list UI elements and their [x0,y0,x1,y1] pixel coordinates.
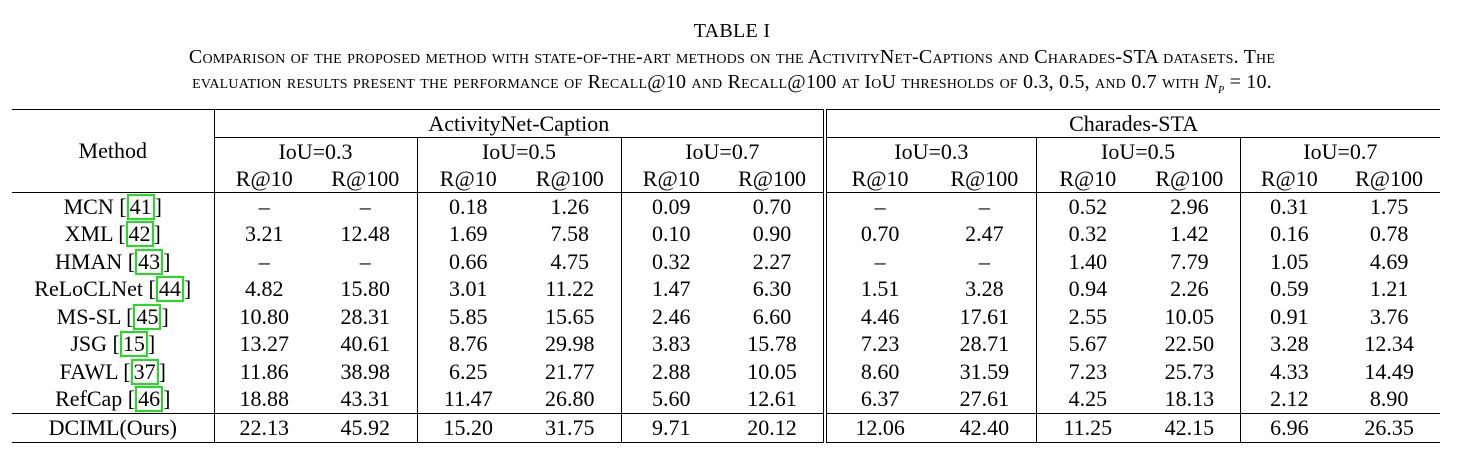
method-name: DCIML(Ours) [12,414,214,443]
value-cell: 17.61 [959,303,1010,329]
citation-bracket: ] [158,358,166,384]
value-cell: 2.12 [1240,386,1338,414]
value-cell: 4.75 [550,248,589,274]
value-cell: 8.76 [417,331,519,359]
citation-bracket: ] [163,386,171,412]
value-cell: 13.27 [214,331,314,359]
value-cell: 0.59 [1240,276,1338,304]
citation-bracket: ] [163,248,171,274]
iou-header: IoU=0.7 [1240,138,1440,166]
value-cell: 6.60 [752,303,792,329]
value-cell: – [825,193,933,221]
value-cell: 3.21 [214,221,314,249]
value-cell: 4.33 [1240,358,1338,386]
value-cell: – [314,193,417,221]
value-cell: 2.96 [1139,193,1240,221]
citation-link[interactable]: 45 [133,304,161,330]
value-cell: 2.46 [621,303,721,331]
method-name: HMAN [55,248,123,274]
citation-bracket: ] [183,276,192,302]
value-cell: 3.76 [1369,303,1409,329]
citation-link[interactable]: 15 [120,331,148,357]
value-cell: 12.06 [825,414,933,443]
value-cell: 4.46 [825,303,933,331]
value-cell: 1.21 [1369,276,1409,302]
table-row-ours [12,414,1440,443]
value-cell: 0.32 [621,248,721,276]
value-cell: 15.20 [417,414,519,443]
citation-link[interactable]: 42 [126,221,154,247]
method-name-cell [12,248,214,276]
value-cell: 1.40 [1036,248,1139,276]
value-cell: 0.31 [1240,193,1338,221]
method-name-cell [12,193,214,221]
table-row [12,221,1440,249]
value-cell: 11.25 [1036,414,1139,443]
value-cell: 0.16 [1240,221,1338,249]
value-cell: 2.55 [1036,303,1139,331]
value-cell: 7.79 [1170,248,1209,274]
value-cell: 2.47 [965,221,1004,247]
value-cell: 0.32 [1036,221,1139,249]
value-cell: 9.71 [621,414,721,443]
value-cell: 43.31 [340,386,390,412]
value-cell: 7.23 [1036,358,1139,386]
value-cell: 0.91 [1240,303,1338,331]
value-cell: 0.66 [417,248,519,276]
caption-line-1: Comparison of the proposed method with state-of-the-art methods on the ActivityNet-Captions and Charades-STA datasets. The [188,46,1276,68]
citation-bracket: [ [122,248,136,274]
value-cell: 12.34 [1364,331,1414,357]
citation-link[interactable]: 37 [131,359,159,385]
method-name: ReLoCLNet [34,276,144,302]
caption-line-2 [0,70,1464,102]
metric-header: R@100 [331,165,400,191]
value-cell: 4.69 [1369,248,1409,274]
iou-header: IoU=0.7 [621,138,825,166]
table-row [12,193,1440,221]
value-cell: 22.13 [214,414,314,443]
metric-header: R@10 [1036,165,1139,193]
value-cell: 1.51 [825,276,933,304]
value-cell: 11.86 [214,358,314,386]
table-label: TABLE I [693,20,771,42]
value-cell: – [825,248,933,276]
citation-bracket: [ [120,303,134,329]
citation-link[interactable]: 41 [127,194,155,220]
value-cell: 7.23 [825,331,933,359]
iou-header: IoU=0.5 [417,138,621,166]
value-cell: 31.59 [959,358,1010,384]
value-cell: 0.10 [621,221,721,249]
citation-link[interactable]: 44 [156,276,184,302]
value-cell: 0.09 [621,193,721,221]
value-cell: 3.01 [417,276,519,304]
value-cell: – [933,193,1036,221]
value-cell: 6.96 [1240,414,1338,443]
citation-bracket: [ [113,193,127,219]
value-cell: 2.26 [1170,276,1209,302]
value-cell: 8.60 [825,358,933,386]
value-cell: 1.05 [1240,248,1338,276]
citation-bracket: ] [161,303,169,329]
value-cell: 12.48 [340,221,390,247]
value-cell: 4.82 [214,276,314,304]
method-name: FAWL [59,358,118,384]
citation-link[interactable]: 46 [135,386,163,412]
caption-math-sub: p [1218,82,1225,97]
value-cell: 15.80 [340,276,390,302]
header-row-datasets [12,110,1440,138]
header-row-iou [12,138,1440,166]
table-row [12,358,1440,386]
citation-bracket: [ [117,358,131,384]
metric-header: R@10 [825,165,933,193]
value-cell: 1.42 [1170,221,1209,247]
value-cell: 3.28 [1240,331,1338,359]
method-name-cell [12,331,214,359]
value-cell: 18.13 [1164,386,1215,412]
citation-bracket: ] [154,193,162,219]
method-name: RefCap [55,386,123,412]
citation-bracket: ] [147,331,156,357]
metric-header: R@100 [1155,165,1224,191]
iou-header: IoU=0.3 [214,138,417,166]
value-cell: 10.80 [214,303,314,331]
value-cell: 3.83 [621,331,721,359]
dataset-header-activitynet: ActivityNet-Caption [214,110,825,138]
value-cell: 15.65 [545,303,595,329]
metric-header: R@100 [1355,165,1424,191]
value-cell: – [214,248,314,276]
citation-bracket: [ [122,386,136,412]
value-cell: 2.27 [752,248,792,274]
value-cell: 25.73 [1164,358,1215,384]
table-row [12,386,1440,414]
value-cell: – [359,248,371,274]
table-row [12,276,1440,304]
value-cell: 21.77 [545,358,595,384]
value-cell: 45.92 [314,414,417,443]
value-cell: 7.58 [550,221,589,247]
method-name-cell [12,303,214,331]
value-cell: 10.05 [1164,303,1215,329]
dataset-header-charades: Charades-STA [825,110,1440,138]
table-row [12,303,1440,331]
value-cell: 4.25 [1036,386,1139,414]
value-cell: – [978,248,990,274]
value-cell: 0.90 [752,221,792,247]
value-cell: 3.28 [965,276,1004,302]
value-cell: 26.35 [1338,414,1440,443]
value-cell: 42.40 [933,414,1036,443]
value-cell: 0.94 [1036,276,1139,304]
header-row-metrics [12,165,1440,193]
value-cell: 0.70 [825,221,933,249]
method-name: XML [64,221,113,247]
value-cell: 0.70 [721,193,825,221]
value-cell: 27.61 [959,386,1010,412]
value-cell: 29.98 [545,331,595,357]
citation-link[interactable]: 43 [135,249,163,275]
caption-line-2-suffix: = 10. [1229,71,1272,93]
value-cell: 14.49 [1364,358,1414,384]
value-cell: 6.37 [825,386,933,414]
value-cell: 1.47 [621,276,721,304]
method-name-cell [12,358,214,386]
caption-line-2-text: evaluation results present the performance of Recall@10 and Recall@100 at IoU thresholds of 0.3, 0.5, and 0.7 with [192,71,1200,93]
value-cell: 1.75 [1338,193,1440,221]
method-name: MCN [63,193,114,219]
value-cell: 15.78 [747,331,797,357]
citation-bracket: ] [153,221,161,247]
citation-bracket: [ [107,331,120,357]
citation-bracket: [ [112,221,126,247]
method-name: JSG [70,331,108,357]
value-cell: 1.26 [519,193,621,221]
metric-header: R@100 [738,165,806,191]
value-cell: 10.05 [747,358,797,384]
value-cell: 38.98 [340,358,390,384]
value-cell: 22.50 [1164,331,1215,357]
method-name: MS-SL [56,303,121,329]
table-row [12,331,1440,359]
value-cell: 5.85 [417,303,519,331]
value-cell: – [214,193,314,221]
value-cell: 2.88 [621,358,721,386]
value-cell: 18.88 [214,386,314,414]
value-cell: 6.30 [752,276,792,302]
metric-header: R@10 [1240,165,1338,193]
results-table [12,109,1440,443]
iou-header: IoU=0.3 [825,138,1036,166]
value-cell: 28.31 [340,303,390,329]
method-name-cell [12,276,214,304]
value-cell: 0.52 [1036,193,1139,221]
value-cell: 40.61 [340,331,390,357]
method-header: Method [12,110,214,193]
value-cell: 5.60 [621,386,721,414]
value-cell: 31.75 [519,414,621,443]
value-cell: 5.67 [1036,331,1139,359]
value-cell: 26.80 [545,386,595,412]
value-cell: 0.18 [417,193,519,221]
value-cell: 8.90 [1369,386,1409,412]
caption-math-n: N [1204,71,1219,93]
value-cell: 0.78 [1369,221,1409,247]
value-cell: 11.22 [545,276,595,302]
value-cell: 20.12 [721,414,825,443]
table-row [12,248,1440,276]
iou-header: IoU=0.5 [1036,138,1240,166]
metric-header: R@100 [950,165,1019,191]
metric-header: R@100 [535,165,604,191]
citation-bracket: [ [143,276,156,302]
value-cell: 12.61 [747,386,797,412]
value-cell: 28.71 [959,331,1010,357]
metric-header: R@10 [621,165,721,193]
value-cell: 42.15 [1139,414,1240,443]
method-name-cell [12,221,214,249]
value-cell: 1.69 [417,221,519,249]
metric-header: R@10 [214,165,314,193]
value-cell: 6.25 [417,358,519,386]
method-name-cell [12,386,214,414]
value-cell: 11.47 [417,386,519,414]
metric-header: R@10 [417,165,519,193]
